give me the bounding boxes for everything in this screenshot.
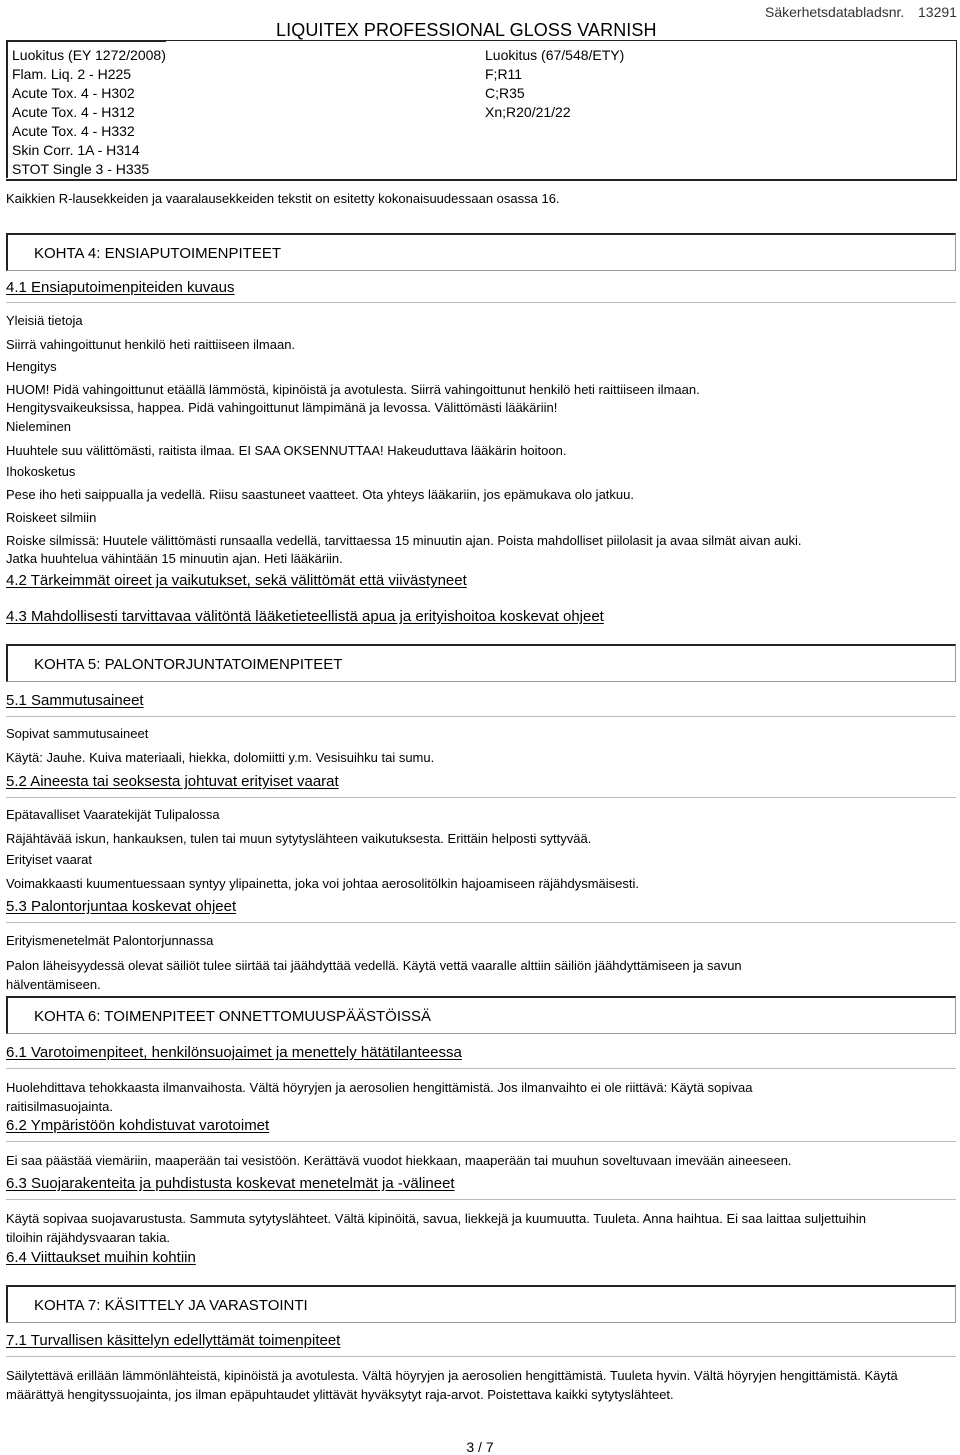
classification-line: Acute Tox. 4 - H312 [12,104,135,120]
subsection-7-1: 7.1 Turvallisen käsittelyn edellyttämät toimenpiteet [6,1332,341,1349]
subsection-6-3: 6.3 Suojarakenteita ja puhdistusta koskevat menetelmät ja -välineet [6,1175,455,1192]
classification-line: Flam. Liq. 2 - H225 [12,66,132,82]
classification-line: F;R11 [485,66,523,82]
section-6-title: KOHTA 6: TOIMENPITEET ONNETTOMUUSPÄÄSTÖISSÄ [34,1008,432,1025]
inhalation-text-1: HUOM! Pidä vahingoittunut etäällä lämmöstä, kipinöistä ja avotulesta. Siirrä vahingoittunut henkilö heti raittiiseen ilmaan. [6,382,700,397]
environmental-precautions-text: Ei saa päästää viemäriin, maaperään tai vesistöön. Kerättävä vuodot hiekkaan, maaperään tai muuhun soveltuvaan imevään aineeseen. [6,1153,792,1168]
divider [6,716,956,717]
inhalation-label: Hengitys [6,359,57,374]
precautions-text: Huolehdittava tehokkaasta ilmanvaihosta. Vältä höyryjen ja aerosolien hengittämistä. Jos ilmanvaihto ei ole riittävä: Käytä sopivaa raitisilmasuojainta. [6,1080,753,1114]
page-number: 3 / 7 [466,1439,494,1455]
divider [6,1356,956,1357]
skin-contact-label: Ihokosketus [6,464,76,479]
specific-hazards-text: Voimakkaasti kuumentuessaan syntyy ylipainetta, joka voi johtaa aerosolitölkin hajoamiseen räjähdysmäisesti. [6,876,640,891]
general-info-label: Yleisiä tietoja [6,313,83,328]
extinguishing-label: Sopivat sammutusaineet [6,726,149,741]
unusual-hazards-text: Räjähtävää iskun, hankauksen, tulen tai muun sytytyslähteen vaikutuksesta. Erittäin helposti syttyvää. [6,831,592,846]
subsection-4-2: 4.2 Tärkeimmät oireet ja vaikutukset, sekä välittömät että viivästyneet [6,572,467,589]
divider [6,922,956,923]
subsection-6-1: 6.1 Varotoimenpiteet, henkilönsuojaimet ja menettely hätätilanteessa [6,1044,462,1061]
eye-contact-label: Roiskeet silmiin [6,510,97,525]
ingestion-text: Huuhtele suu välittömästi, raitista ilmaa. EI SAA OKSENNUTTAA! Hakeuduttava lääkärin hoitoon. [6,443,567,458]
section-4-title: KOHTA 4: ENSIAPUTOIMENPITEET [34,245,281,262]
firefighting-methods-text: Palon läheisyydessä olevat säiliöt tulee siirtää tai jäähdyttää vedellä. Käytä vettä vaaralle alttiin säiliön jäähdyttämiseen ja savun hälventämiseen. [6,958,742,992]
section-4-header [6,233,956,271]
divider [6,1068,956,1069]
classification-box-top-left [6,40,166,42]
ingestion-label: Nieleminen [6,419,72,434]
classification-line: Luokitus (67/548/ETY) [485,47,625,63]
classification-note: Kaikkien R-lausekkeiden ja vaaralausekkeiden tekstit on esitetty kokonaisuudessaan osassa 16. [6,191,560,206]
eye-contact-text-2: Jatka huuhtelua vähintään 15 minuutin ajan. Heti lääkäriin. [6,551,343,566]
unusual-hazards-label: Epätavalliset Vaaratekijät Tulipalossa [6,807,220,822]
containment-text: Käytä sopivaa suojavarustusta. Sammuta sytytyslähteet. Vältä kipinöitä, savua, liekkejä ja kuumuutta. Tuuleta. Anna haihtua. Ei saa laittaa suljettuihin tiloihin räjähdysvaaran takia. [6,1211,866,1245]
firefighting-methods-label: Erityismenetelmät Palontorjunnassa [6,933,214,948]
skin-contact-text: Pese iho heti saippualla ja vedellä. Riisu saastuneet vaatteet. Ota yhteys lääkariin, jos epämukava olo jatkuu. [6,487,634,502]
specific-hazards-label: Erityiset vaarat [6,852,92,867]
classification-dsd-list [485,46,624,122]
inhalation-text-2: Hengitysvaikeuksissa, happea. Pidä vahingoittunut lämpimänä ja levossa. Välittömästi lääkäriin! [6,400,558,415]
sds-label: Säkerhetsdatabladsnr. [765,4,905,20]
general-info-text: Siirrä vahingoittunut henkilö heti raittiiseen ilmaan. [6,337,296,352]
classification-box-left-border [6,40,8,178]
divider [6,1199,956,1200]
eye-contact-text-1: Roiske silmissä: Huutele välittömästi runsaalla vedellä, tarvittaessa 15 minuutin ajan. Poista mahdolliset piilolasit ja avaa silmät aivan auki. [6,533,802,548]
classification-eu-list [12,46,166,179]
classification-line: Luokitus (EY 1272/2008) [12,47,166,63]
section-5-header [6,644,956,682]
classification-line: C;R35 [485,85,525,101]
subsection-6-4: 6.4 Viittaukset muihin kohtiin [6,1249,196,1266]
classification-line: Skin Corr. 1A - H314 [12,142,140,158]
classification-line: Acute Tox. 4 - H302 [12,85,135,101]
section-7-header [6,1285,956,1323]
classification-line: Acute Tox. 4 - H332 [12,123,135,139]
divider [6,1141,956,1142]
sds-number: 13291 [918,4,957,20]
subsection-6-2: 6.2 Ympäristöön kohdistuvat varotoimet [6,1117,270,1134]
subsection-4-1: 4.1 Ensiaputoimenpiteiden kuvaus [6,279,235,296]
safe-handling-text: Säilytettävä erillään lämmönlähteistä, kipinöistä ja avotulesta. Vältä höyryjen ja aerosolien hengittämistä. Tuuleta hyvin. Vältä höyryjen hengittämistä. Käytä määrättyä hengityssuojainta, jos ilman epäpuhtaudet ylittävät hyväksytyt raja-arvot. Poistettava kaikki sytytyslähteet. [6,1368,898,1402]
section-7-title: KOHTA 7: KÄSITTELY JA VARASTOINTI [34,1297,308,1314]
subsection-4-3: 4.3 Mahdollisesti tarvittavaa välitöntä lääketieteellistä apua ja erityishoitoa koskevat ohjeet [6,608,604,625]
extinguishing-text: Käytä: Jauhe. Kuiva materiaali, hiekka, dolomiitti y.m. Vesisuihku tai sumu. [6,750,435,765]
subsection-5-1: 5.1 Sammutusaineet [6,692,144,709]
divider [6,302,956,303]
section-6-header [6,996,956,1034]
section-5-title: KOHTA 5: PALONTORJUNTATOIMENPITEET [34,656,343,673]
document-title: LIQUITEX PROFESSIONAL GLOSS VARNISH [276,20,657,40]
classification-line: Xn;R20/21/22 [485,104,571,120]
subsection-5-3: 5.3 Palontorjuntaa koskevat ohjeet [6,898,237,915]
subsection-5-2: 5.2 Aineesta tai seoksesta johtuvat erityiset vaarat [6,773,339,790]
classification-line: STOT Single 3 - H335 [12,161,150,177]
divider [6,797,956,798]
